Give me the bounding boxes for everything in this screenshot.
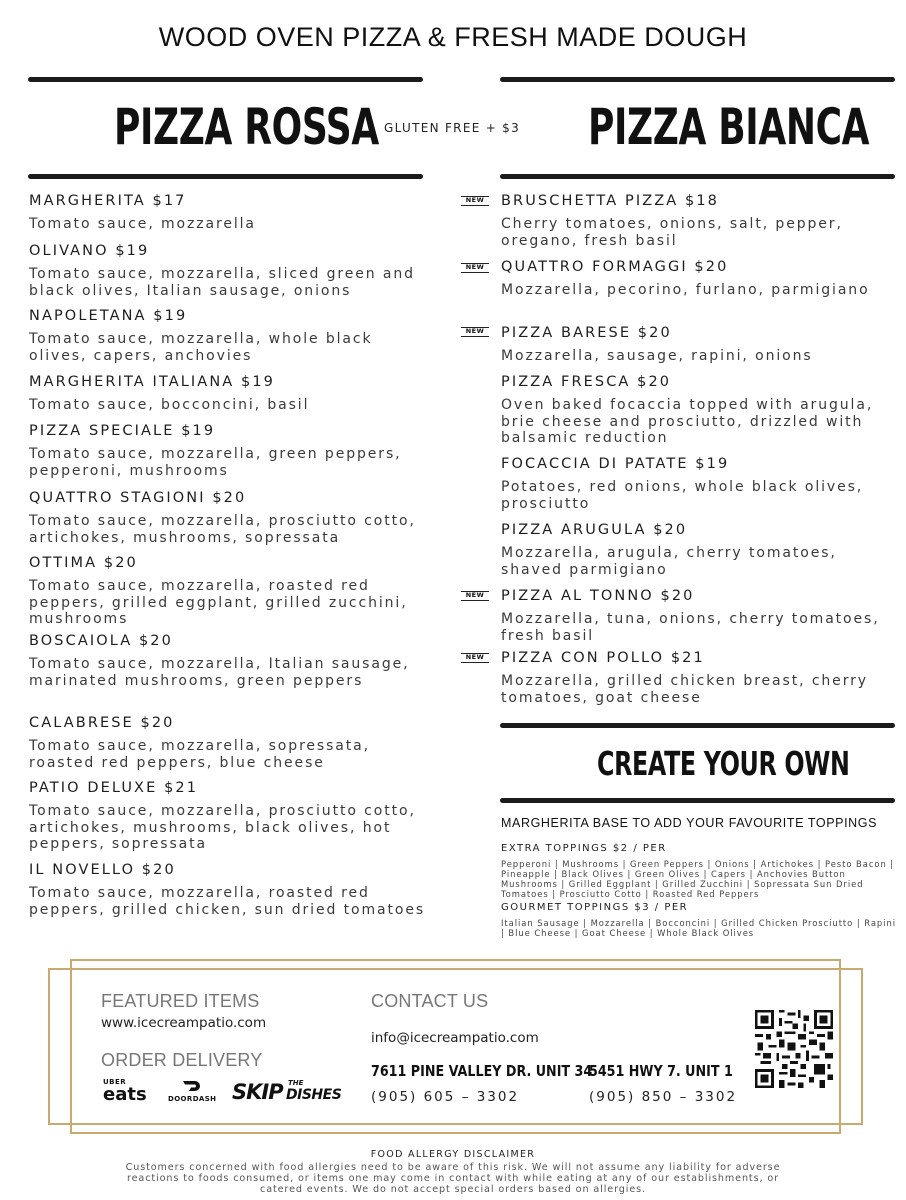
- phone-hwy7[interactable]: (905) 850 – 3302: [589, 1089, 738, 1105]
- menu-item-description: Mozzarella, grilled chicken breast, cherry tomatoes, goat cheese: [501, 673, 868, 706]
- menu-item-description: Mozzarella, tuna, onions, cherry tomatoes, fresh basil: [501, 611, 880, 644]
- gourmet-toppings-label: GOURMET TOPPINGS $3 / PER: [501, 902, 689, 913]
- skip-the-dishes-logo[interactable]: SKIP THE DISHES: [232, 1079, 342, 1104]
- create-your-own-subtitle: MARGHERITA BASE TO ADD YOUR FAVOURITE TOPPINGS: [501, 816, 878, 830]
- divider-cyo-bottom: [500, 798, 895, 803]
- menu-item-name: PIZZA FRESCA $20: [501, 374, 672, 390]
- contact-us-label: CONTACT US: [371, 991, 489, 1011]
- menu-item-name: MARGHERITA $17: [29, 193, 187, 209]
- email-link[interactable]: info@icecreampatio.com: [371, 1030, 539, 1046]
- menu-item-description: Mozzarella, pecorino, furlano, parmigiano: [501, 282, 870, 298]
- page-title: WOOD OVEN PIZZA & FRESH MADE DOUGH: [158, 22, 748, 52]
- menu-item-description: Mozzarella, sausage, rapini, onions: [501, 348, 813, 364]
- divider-rossa-top: [28, 77, 423, 82]
- menu-item-name: CALABRESE $20: [29, 715, 175, 731]
- menu-item-description: Potatoes, red onions, whole black olives, prosciutto: [501, 479, 864, 512]
- divider-rossa-bottom: [28, 174, 423, 179]
- menu-item-name: FOCACCIA DI PATATE $19: [501, 456, 730, 472]
- new-badge: NEW: [461, 263, 489, 273]
- menu-item-description: Tomato sauce, mozzarella, roasted red peppers, grilled chicken, sun dried tomatoes: [29, 885, 426, 918]
- menu-item-description: Tomato sauce, mozzarella, prosciutto cotto, artichokes, mushrooms, black olives, hot peppers, sopressata: [29, 803, 416, 852]
- menu-item-name: BOSCAIOLA $20: [29, 633, 173, 649]
- menu-item-description: Tomato sauce, mozzarella, sopressata, roasted red peppers, blue cheese: [29, 738, 371, 771]
- allergy-disclaimer-title: FOOD ALLERGY DISCLAIMER: [370, 1149, 536, 1160]
- menu-item-description: Tomato sauce, mozzarella, Italian sausage, marinated mushrooms, green peppers: [29, 656, 410, 689]
- menu-item-name: QUATTRO FORMAGGI $20: [501, 259, 729, 275]
- allergy-disclaimer-text: Customers concerned with food allergies need to be aware of this risk. We will not assume any liability for adverse reactions to foods consumed, or items one may come in contact with while eating at any of our establishments, or catered events. We do not accept special orders based on allergies.: [125, 1162, 781, 1195]
- menu-item-name: PIZZA BARESE $20: [501, 325, 672, 341]
- menu-item-name: PIZZA ARUGULA $20: [501, 522, 688, 538]
- new-badge: NEW: [461, 653, 489, 663]
- extra-toppings-label: EXTRA TOPPINGS $2 / PER: [501, 843, 667, 854]
- menu-item-description: Cherry tomatoes, onions, salt, pepper, oregano, fresh basil: [501, 216, 843, 249]
- menu-item-description: Oven baked focaccia topped with arugula, brie cheese and prosciutto, drizzled with balsamic reduction: [501, 397, 874, 446]
- menu-item-description: Tomato sauce, mozzarella, whole black olives, capers, anchovies: [29, 331, 373, 364]
- pizza-rossa-heading: PIZZA ROSSA: [114, 98, 379, 156]
- menu-item-description: Tomato sauce, mozzarella, sliced green and black olives, Italian sausage, onions: [29, 266, 415, 299]
- featured-items-label: FEATURED ITEMS: [101, 991, 260, 1011]
- menu-item-name: IL NOVELLO $20: [29, 862, 176, 878]
- new-badge: NEW: [461, 591, 489, 601]
- menu-item-name: PIZZA SPECIALE $19: [29, 423, 216, 439]
- new-badge: NEW: [461, 196, 489, 206]
- gluten-free-note: GLUTEN FREE + $3: [384, 121, 521, 135]
- divider-bianca-top: [500, 77, 895, 82]
- menu-item-description: Tomato sauce, bocconcini, basil: [29, 397, 310, 413]
- divider-cyo-top: [500, 723, 895, 728]
- menu-item-description: Tomato sauce, mozzarella: [29, 216, 256, 232]
- footer-frame-inner: [70, 959, 841, 1134]
- menu-item-description: Tomato sauce, mozzarella, roasted red peppers, grilled eggplant, grilled zucchini, mushrooms: [29, 578, 408, 627]
- new-badge: NEW: [461, 327, 489, 337]
- address-hwy7: 5451 HWY 7. UNIT 1: [589, 1062, 733, 1080]
- order-delivery-label: ORDER DELIVERY: [101, 1050, 263, 1070]
- website-link[interactable]: www.icecreampatio.com: [101, 1015, 267, 1031]
- menu-item-name: PIZZA AL TONNO $20: [501, 588, 695, 604]
- menu-item-description: Tomato sauce, mozzarella, green peppers, pepperoni, mushrooms: [29, 446, 402, 479]
- menu-item-name: OTTIMA $20: [29, 555, 138, 571]
- qr-code-icon[interactable]: [755, 1010, 833, 1088]
- gourmet-toppings-list: Italian Sausage | Mozzarella | Bocconcini | Grilled Chicken Prosciutto | Rapini | Blue Cheese | Goat Cheese | Whole Black Olives: [501, 918, 896, 938]
- divider-bianca-bottom: [500, 174, 895, 179]
- pizza-bianca-heading: PIZZA BIANCA: [588, 98, 870, 156]
- menu-item-name: OLIVANO $19: [29, 243, 150, 259]
- menu-item-name: PATIO DELUXE $21: [29, 780, 199, 796]
- menu-item-name: NAPOLETANA $19: [29, 308, 188, 324]
- menu-item-name: QUATTRO STAGIONI $20: [29, 490, 247, 506]
- menu-item-name: PIZZA CON POLLO $21: [501, 650, 705, 666]
- create-your-own-heading: CREATE YOUR OWN: [597, 744, 850, 783]
- menu-item-name: BRUSCHETTA PIZZA $18: [501, 193, 719, 209]
- doordash-icon: [182, 1080, 204, 1092]
- uber-eats-logo[interactable]: UBER eats: [103, 1078, 147, 1105]
- menu-item-description: Mozzarella, arugula, cherry tomatoes, shaved parmigiano: [501, 545, 837, 578]
- menu-item-description: Tomato sauce, mozzarella, prosciutto cotto, artichokes, mushrooms, sopressata: [29, 513, 416, 546]
- address-pine-valley: 7611 PINE VALLEY DR. UNIT 34: [371, 1062, 593, 1080]
- menu-item-name: MARGHERITA ITALIANA $19: [29, 374, 275, 390]
- doordash-logo[interactable]: DOORDASH: [166, 1080, 220, 1106]
- extra-toppings-list: Pepperoni | Mushrooms | Green Peppers | Onions | Artichokes | Pesto Bacon | Pineapple | Black Olives | Green Olives | Capers | Anchovies Button Mushrooms | Grilled Eggplant | Grilled Zucchini | Sopressata Sun Dried Tomatoes | Prosciutto Cotto | Roasted Red Peppers: [501, 859, 895, 899]
- phone-pine-valley[interactable]: (905) 605 – 3302: [371, 1089, 520, 1105]
